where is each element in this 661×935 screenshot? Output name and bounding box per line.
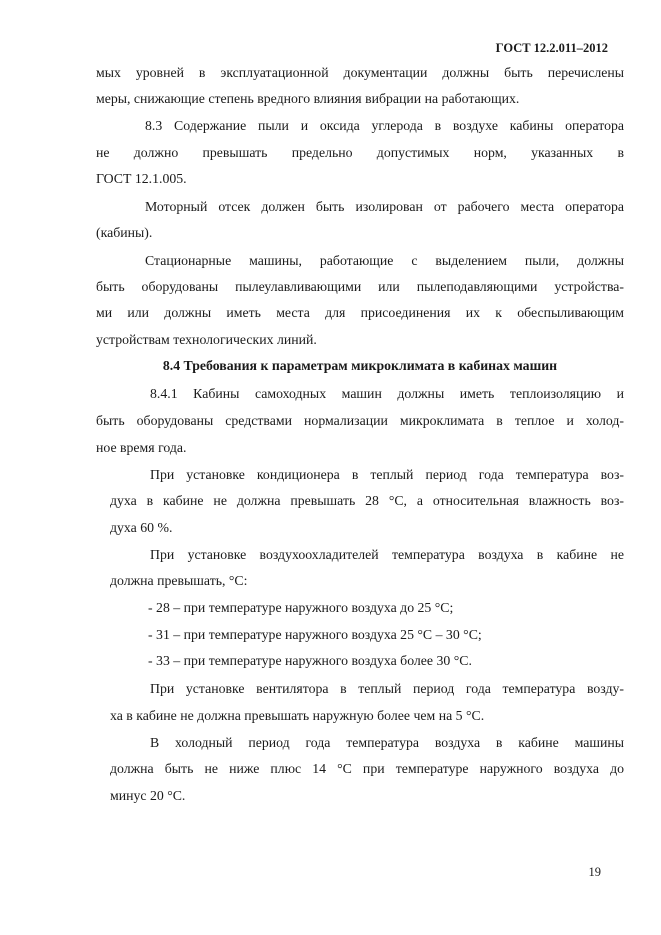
text-line: При установке кондиционера в теплый период года температура воз-	[150, 467, 624, 482]
text-line: не должно превышать предельно допустимых норм, указанных в	[96, 145, 624, 160]
text-line: быть оборудованы средствами нормализации микроклимата в теплое и холод-	[96, 413, 624, 428]
list-item: - 33 – при температуре наружного воздуха более 30 °С.	[148, 653, 472, 668]
text-line: меры, снижающие степень вредного влияния вибрации на работающих.	[96, 91, 520, 106]
text-line: минус 20 °С.	[110, 788, 186, 803]
text-line: быть оборудованы пылеулавливающими или пылеподавляющими устройства-	[96, 279, 624, 294]
text-line: должна превышать, °С:	[110, 573, 248, 588]
text-line: должна быть не ниже плюс 14 °С при температуре наружного воздуха до	[110, 761, 624, 776]
section-heading: 8.4 Требования к параметрам микроклимата в кабинах машин	[162, 358, 558, 373]
text-line: мых уровней в эксплуатационной документации должны быть перечислены	[96, 65, 624, 80]
text-line: ное время года.	[96, 440, 187, 455]
text-line: ха в кабине не должна превышать наружную более чем на 5 °С.	[110, 708, 485, 723]
document-standard-header: ГОСТ 12.2.011–2012	[495, 41, 608, 55]
page-number: 19	[588, 865, 601, 879]
text-line: При установке воздухоохладителей температура воздуха в кабине не	[150, 547, 624, 562]
text-line: (кабины).	[96, 225, 153, 240]
text-line: ми или должны иметь места для присоединения их к обеспыливающим	[96, 305, 624, 320]
text-line: Стационарные машины, работающие с выделением пыли, должны	[145, 253, 624, 268]
list-item: - 31 – при температуре наружного воздуха 25 °С – 30 °С;	[148, 627, 482, 642]
text-line: Моторный отсек должен быть изолирован от рабочего места оператора	[145, 199, 624, 214]
text-line: 8.3 Содержание пыли и оксида углерода в воздухе кабины оператора	[145, 118, 624, 133]
text-line: устройствам технологических линий.	[96, 332, 317, 347]
text-line: При установке вентилятора в теплый период года температура возду-	[150, 681, 624, 696]
text-line: 8.4.1 Кабины самоходных машин должны иметь теплоизоляцию и	[150, 386, 624, 401]
text-line: В холодный период года температура воздуха в кабине машины	[150, 735, 624, 750]
text-line: духа в кабине не должна превышать 28 °С, а относительная влажность воз-	[110, 493, 624, 508]
list-item: - 28 – при температуре наружного воздуха до 25 °С;	[148, 600, 454, 615]
text-line: духа 60 %.	[110, 520, 173, 535]
text-line: ГОСТ 12.1.005.	[96, 171, 187, 186]
